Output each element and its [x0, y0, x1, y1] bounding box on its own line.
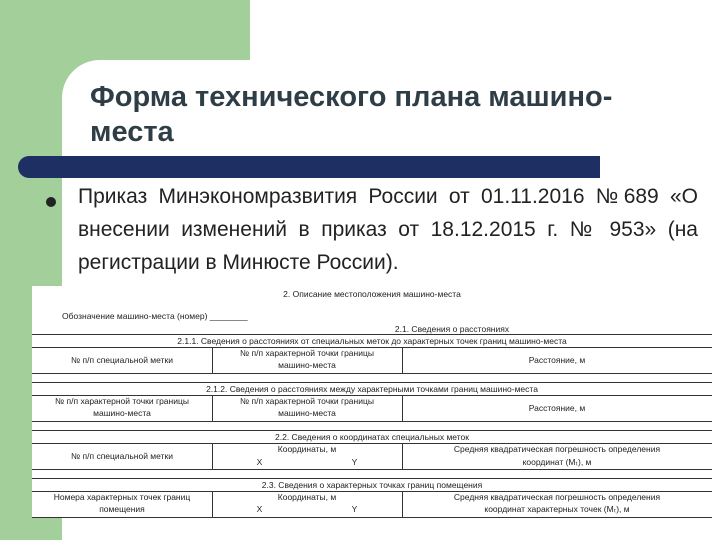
col-x: X	[256, 457, 263, 467]
col-y: Y	[351, 504, 358, 514]
rule	[32, 334, 712, 335]
col-special-mark: № п/п специальной метки	[71, 451, 173, 461]
rule	[32, 430, 712, 431]
slide-title: Форма технического плана машино-места	[90, 81, 613, 148]
form-excerpt	[32, 286, 712, 518]
rule	[32, 478, 712, 479]
rule	[32, 373, 712, 374]
rule	[32, 421, 712, 422]
rule	[32, 469, 712, 470]
rule	[32, 517, 712, 518]
designation-label: Обозначение машино-места (номер) ________	[62, 311, 248, 321]
col-boundary-point-to-cont: машино-места	[278, 408, 336, 418]
col-mean-square-error: Средняя квадратическая погрешность определения	[453, 492, 661, 502]
col-coordinates: Координаты, м	[277, 444, 337, 454]
col-mean-square-error: Средняя квадратическая погрешность определения	[453, 444, 661, 454]
col-boundary-point-from-cont: машино-места	[93, 408, 151, 418]
col-distance: Расстояние, м	[528, 355, 586, 365]
col-room-boundary-points-cont: помещения	[99, 504, 145, 514]
slide-body-text: Приказ Минэкономразвития России от 01.11.2016 №689 «О внесении изменений в приказ от 18.12.2015 г. № 953» (на регистрации в Минюсте России).	[78, 185, 698, 274]
section-2-2-title: 2.2. Сведения о координатах специальных меток	[275, 432, 469, 442]
section-2-3-title: 2.3. Сведения о характерных точках границ помещения	[261, 480, 483, 490]
col-x: X	[256, 504, 263, 514]
col-special-mark: № п/п специальной метки	[71, 355, 173, 365]
title-divider-bar	[18, 156, 600, 178]
section-2-title: 2. Описание местоположения машино-места	[283, 289, 461, 299]
bullet-icon	[46, 197, 56, 207]
col-coordinates: Координаты, м	[277, 492, 337, 502]
col-y: Y	[351, 457, 358, 467]
col-distance: Расстояние, м	[528, 403, 586, 413]
col-mean-square-error-cont: координат характерных точек (Mₜ), м	[484, 504, 630, 514]
col-boundary-point-from: № п/п характерной точки границы	[55, 396, 189, 406]
col-boundary-point-to: № п/п характерной точки границы	[240, 396, 374, 406]
col-mean-square-error-cont: координат (Mₜ), м	[522, 457, 592, 467]
section-2-1-title: 2.1. Сведения о расстояниях	[394, 324, 510, 334]
col-boundary-point: № п/п характерной точки границы	[240, 348, 374, 358]
col-boundary-point-cont: машино-места	[278, 360, 336, 370]
col-room-boundary-points: Номера характерных точек границ	[53, 492, 191, 502]
section-2-1-1-title: 2.1.1. Сведения о расстояниях от специальных меток до характерных точек границ машино-места	[177, 336, 567, 346]
rule	[32, 382, 712, 383]
section-2-1-2-title: 2.1.2. Сведения о расстояниях между характерными точками границ машино-места	[206, 384, 538, 394]
